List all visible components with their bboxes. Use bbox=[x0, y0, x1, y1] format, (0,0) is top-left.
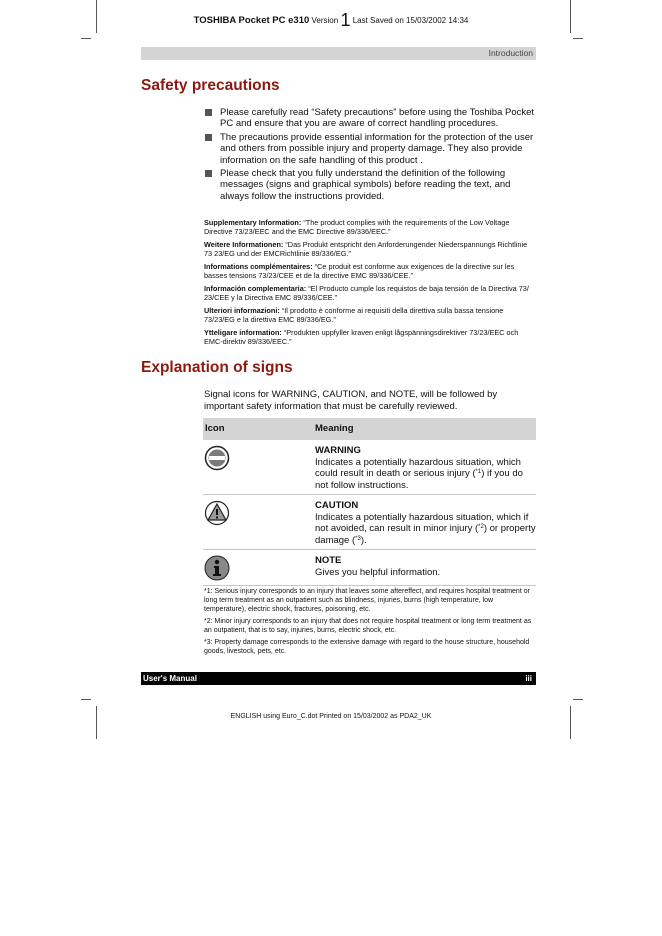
crop-mark bbox=[96, 706, 97, 739]
print-header bbox=[0, 10, 662, 31]
list-item: Please check that you fully understand the definition of the following messages (signs and graphical symbols) before reading the text, and always follow the instructions provided. bbox=[204, 168, 536, 202]
page-footer bbox=[141, 672, 536, 685]
safety-heading: Safety precautions bbox=[141, 77, 280, 94]
compliance-paragraph: Supplementary Information: “The product complies with the requirements of the Low Voltage Directive 73/23/EEC and the EMC Directive 89/336/EEC.” bbox=[204, 218, 510, 236]
list-item: The precautions provide essential information for the protection of the user and others from possible injury and property damage. They also provide information on the safe handling of this product . bbox=[204, 132, 536, 166]
crop-mark bbox=[573, 699, 583, 700]
compliance-paragraph: Ulteriori informazioni: “Il prodotto è conforme ai requisiti della direttiva sulla bassa tensione 73/23/EG e la direttiva EMC 89/336/EG.” bbox=[204, 306, 504, 324]
footnote: *1: Serious injury corresponds to an injury that leaves some aftereffect, and requires hospital treatment or long term treatment as an outpatient such as blindness, injuries, burns (high temperature, low temperature), electric shock, fractures, poisoning, etc. bbox=[204, 588, 530, 613]
note-meaning: NOTE Gives you helpful information. bbox=[315, 555, 441, 578]
table-header bbox=[203, 418, 536, 440]
footnote: *2: Minor injury corresponds to an injury that does not require hospital treatment or long term treatment as an outpatient, that is to say, injuries, burns, electric shock, etc. bbox=[204, 618, 532, 634]
warning-meaning: WARNING Indicates a potentially hazardous situation, which could result in death or serious injury ($^{*1}$) if you do not follow instructions. bbox=[315, 445, 523, 491]
signs-table bbox=[203, 418, 536, 586]
caution-triangle-icon bbox=[204, 500, 230, 531]
table-row bbox=[203, 495, 536, 550]
safety-bullets bbox=[204, 107, 536, 204]
section-label: Introduction bbox=[488, 48, 533, 58]
compliance-paragraph: Información complementaria: “El Producto cumple los requistos de baja tensión de la Directiva 73/ 23/CEE y la Directiva EMC 89/336/CEE.” bbox=[204, 284, 529, 302]
section-band bbox=[141, 47, 536, 60]
footnotes bbox=[204, 587, 536, 659]
page-number: iii bbox=[525, 674, 532, 683]
col-meaning-header: Meaning bbox=[315, 423, 354, 434]
footer-manual-label: User's Manual bbox=[143, 674, 197, 683]
header-saved: Last Saved on 15/03/2002 14:34 bbox=[352, 16, 469, 25]
header-title: TOSHIBA Pocket PC e310 bbox=[193, 15, 310, 26]
header-version-number: 1 bbox=[340, 10, 351, 30]
compliance-paragraph: Weitere Informationen: “Das Produkt entspricht den Anforderungender Niederspannungs Richtlinie 73 23/EG und der EMCRichtlinie 89/336/EG.” bbox=[204, 240, 528, 258]
list-item: Please carefully read “Safety precautions” before using the Toshiba Pocket PC and ensure that you are aware of correct handling procedures. bbox=[204, 107, 536, 130]
caution-meaning: CAUTION Indicates a potentially hazardous situation, which if not avoided, can result in minor injury ($^{*2}$) or property damage ($^{*3}$). bbox=[315, 500, 536, 546]
header-version-label: Version bbox=[311, 16, 339, 25]
crop-mark bbox=[81, 38, 91, 39]
table-row bbox=[203, 440, 536, 495]
compliance-statements bbox=[204, 218, 534, 350]
col-icon-header: Icon bbox=[205, 423, 225, 434]
compliance-paragraph: Informations complémentaires: “Ce produit est conforme aux exigences de la directive sur les basses tensions 73/23/CEE et de la directive EMC 89/336/CEE.” bbox=[204, 262, 515, 280]
crop-mark bbox=[81, 699, 91, 700]
footnote: *3: Property damage corresponds to the extensive damage with regard to the house structure, household goods, livestock, pets, etc. bbox=[204, 639, 530, 655]
prohibition-icon bbox=[204, 445, 230, 476]
info-icon bbox=[204, 555, 230, 586]
signs-heading: Explanation of signs bbox=[141, 359, 293, 376]
compliance-paragraph: Ytteligare information: “Produkten uppfyller kraven enligt lågspänningsdirektiver 73/23/EEC och EMC-direktiv 89/336/EEC.” bbox=[204, 328, 519, 346]
signs-intro: Signal icons for WARNING, CAUTION, and NOTE, will be followed by important safety information that must be carefully reviewed. bbox=[204, 389, 498, 412]
print-info: ENGLISH using Euro_C.dot Printed on 15/03/2002 as PDA2_UK bbox=[230, 713, 432, 720]
crop-mark bbox=[573, 38, 583, 39]
crop-mark bbox=[570, 706, 571, 739]
table-row bbox=[203, 550, 536, 586]
